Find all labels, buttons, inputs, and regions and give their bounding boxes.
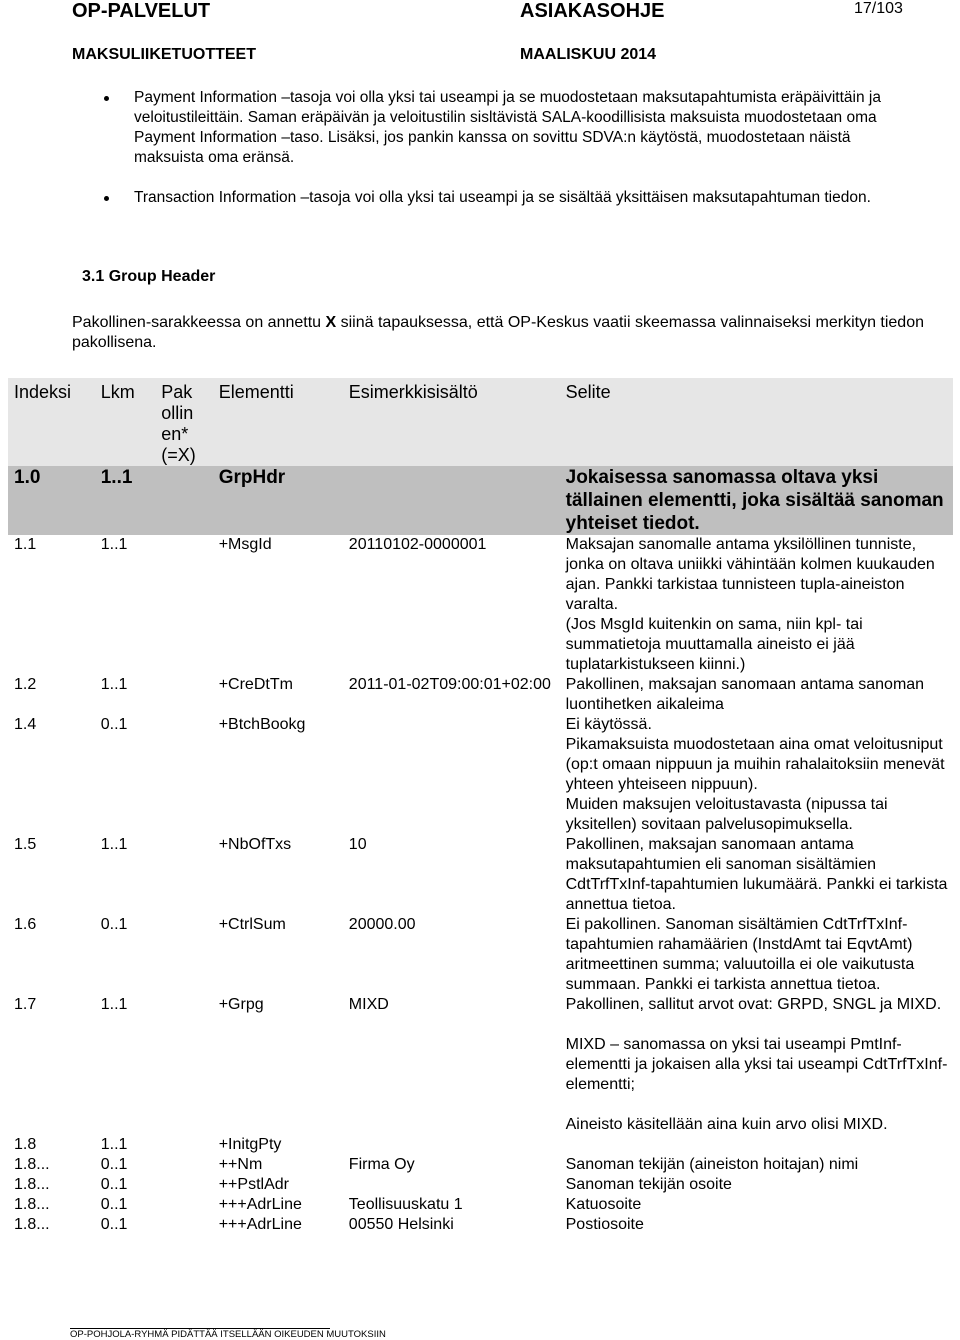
cell-example: 00550 Helsinki xyxy=(348,1216,454,1233)
cell-index: 1.5 xyxy=(14,836,37,853)
cell-mandatory xyxy=(155,1215,212,1235)
cell-count: 1..1 xyxy=(100,676,128,693)
cell-count: 1..1 xyxy=(95,466,156,535)
cell-element: GrpHdr xyxy=(213,466,343,535)
bullet-icon xyxy=(104,196,109,201)
table-row xyxy=(8,835,953,915)
cell-count: 0..1 xyxy=(100,916,128,933)
cell-description: Katuosoite xyxy=(565,1196,642,1213)
cell-element: +InitgPty xyxy=(218,1136,282,1153)
cell-count: 1..1 xyxy=(100,836,128,853)
cell-mandatory xyxy=(155,1135,212,1155)
bullet-text: Transaction Information –tasoja voi olla yksi tai useampi ja se sisältää yksittäisen maksutapahtuman tiedon. xyxy=(134,189,871,206)
cell-mandatory xyxy=(155,466,212,535)
cell-index: 1.8 xyxy=(14,1136,37,1153)
bullet-list xyxy=(0,88,960,228)
cell-example xyxy=(343,1135,560,1155)
cell-description xyxy=(560,1135,953,1155)
cell-count: 0..1 xyxy=(100,1216,128,1233)
cell-example xyxy=(343,1175,560,1195)
table-row xyxy=(8,675,953,715)
cell-index: 1.7 xyxy=(14,996,37,1013)
cell-mandatory xyxy=(155,835,212,915)
cell-mandatory xyxy=(155,1195,212,1215)
group-header-table xyxy=(8,378,953,1235)
cell-element: +Grpg xyxy=(218,996,264,1013)
list-item xyxy=(0,88,914,168)
cell-index: 1.4 xyxy=(14,716,37,733)
cell-description xyxy=(560,535,953,675)
cell-element: +CreDtTm xyxy=(218,676,293,693)
cell-count: 1..1 xyxy=(100,996,128,1013)
description-line: Muiden maksujen veloitustavasta (nipussa tai yksitellen) sovitaan palvelusopimuksella. xyxy=(565,796,888,833)
header-right-title: ASIAKASOHJE xyxy=(520,0,665,22)
cell-count: 0..1 xyxy=(100,1196,128,1213)
description-line: Pikamaksuista muodostetaan aina omat veloitusniput (op:t omaan nippuun ja muihin rahalaitoksiin menevät yhteen yhteiseen nippuun). xyxy=(565,736,945,793)
cell-description: Postiosoite xyxy=(565,1216,644,1233)
cell-example: 10 xyxy=(348,836,367,853)
column-header-count: Lkm xyxy=(95,378,156,466)
cell-example: MIXD xyxy=(348,996,389,1013)
description-line: Pakollinen, sallitut arvot ovat: GRPD, SNGL ja MIXD. xyxy=(565,996,942,1013)
cell-example: Teollisuuskatu 1 xyxy=(348,1196,463,1213)
cell-mandatory xyxy=(155,535,212,675)
table-row xyxy=(8,715,953,835)
table-row xyxy=(8,535,953,675)
cell-mandatory xyxy=(155,715,212,835)
section-title: 3.1 Group Header xyxy=(82,268,216,285)
page-number: 17/103 xyxy=(854,0,903,17)
description-line: Aineisto käsitellään aina kuin arvo olisi MIXD. xyxy=(565,1116,888,1133)
cell-index: 1.8... xyxy=(14,1196,50,1213)
cell-count: 1..1 xyxy=(100,1136,128,1153)
cell-example xyxy=(343,715,560,835)
description-line: Ei käytössä. xyxy=(565,716,652,733)
cell-mandatory xyxy=(155,675,212,715)
cell-count: 0..1 xyxy=(100,1156,128,1173)
cell-count: 0..1 xyxy=(100,1176,128,1193)
cell-example: 20000.00 xyxy=(348,916,416,933)
column-header-description: Selite xyxy=(560,378,953,466)
cell-description: Sanoman tekijän (aineiston hoitajan) nimi xyxy=(565,1156,859,1173)
bullet-text: Payment Information –tasoja voi olla yksi tai useampi ja se muodostetaan maksutapahtumista eräpäivittäin ja veloitustileittäin. Saman eräpäivän ja veloitustilin sisltävistä SALA-koodillisista maksuista muodostetaan oma Payment Information –taso. Lisäksi, jos pankin kanssa on sovittu SDVA:n käytöstä, muodostetaan näistä maksuista oma eränsä. xyxy=(134,89,881,166)
header-right-subtitle: MAALISKUU 2014 xyxy=(520,46,657,63)
column-header-example: Esimerkkisisältö xyxy=(343,378,560,466)
cell-count: 1..1 xyxy=(100,536,128,553)
intro-mark: X xyxy=(325,314,337,331)
cell-element: +++AdrLine xyxy=(218,1216,302,1233)
table-header-row xyxy=(8,378,953,466)
cell-description: Ei pakollinen. Sanoman sisältämien CdtTrfTxInf-tapahtumien rahamäärien (InstdAmt tai EqvtAmt) aritmeettinen summa; valuutoilla ei ole vaikutusta summaan. Pankki ei tarkista annettua tietoa. xyxy=(565,916,915,993)
cell-count: 0..1 xyxy=(100,716,128,733)
table-row xyxy=(8,1215,953,1235)
column-header-index: Indeksi xyxy=(8,378,95,466)
cell-index: 1.6 xyxy=(14,916,37,933)
spacer xyxy=(566,1095,949,1115)
column-header-mandatory: Pak ollin en* (=X) xyxy=(155,378,212,466)
cell-element: +++AdrLine xyxy=(218,1196,302,1213)
intro-text: Pakollinen-sarakkeessa on annettu xyxy=(72,314,326,331)
table-row xyxy=(8,1195,953,1215)
cell-mandatory xyxy=(155,995,212,1135)
description-line: Maksajan sanomalle antama yksilöllinen tunniste, jonka on oltava uniikki vähintään kolmen kuukauden ajan. Pankki tarkistaa tunnisteen tupla-aineiston varalta. xyxy=(565,536,935,613)
cell-index: 1.2 xyxy=(14,676,37,693)
cell-mandatory xyxy=(155,1155,212,1175)
bullet-icon xyxy=(104,96,109,101)
list-item xyxy=(0,188,914,208)
cell-example: 20110102-0000001 xyxy=(348,536,487,553)
cell-element: +NbOfTxs xyxy=(218,836,292,853)
cell-mandatory xyxy=(155,915,212,995)
cell-index: 1.1 xyxy=(14,536,37,553)
column-header-element: Elementti xyxy=(213,378,343,466)
cell-description: Sanoman tekijän osoite xyxy=(565,1176,732,1193)
cell-example xyxy=(343,466,560,535)
cell-description: Jokaisessa sanomassa oltava yksi tällainen elementti, joka sisältää sanoman yhteiset tiedot. xyxy=(560,466,953,535)
cell-element: ++Nm xyxy=(218,1156,263,1173)
intro-text: siinä tapauksessa, että OP-Keskus vaatii skeemassa valinnaiseksi merkityn tiedon pakollisena. xyxy=(72,314,924,351)
cell-index: 1.8... xyxy=(14,1156,50,1173)
cell-element: +CtrlSum xyxy=(218,916,286,933)
table-row xyxy=(8,466,953,535)
cell-index: 1.0 xyxy=(8,466,95,535)
cell-mandatory xyxy=(155,1175,212,1195)
cell-index: 1.8... xyxy=(14,1216,50,1233)
cell-element: +BtchBookg xyxy=(218,716,306,733)
cell-element: ++PstlAdr xyxy=(218,1176,289,1193)
description-line: (Jos MsgId kuitenkin on sama, niin kpl- tai summatietoja muuttamalla aineisto ei jää tuplatarkistukseen kiinni.) xyxy=(565,616,863,673)
header-left-subtitle: MAKSULIIKETUOTTEET xyxy=(72,46,256,63)
footer-text: OP-POHJOLA-RYHMÄ PIDÄTTÄÄ ITSELLÄÄN OIKEUDEN MUUTOKSIIN xyxy=(70,1329,386,1340)
intro-paragraph xyxy=(72,313,932,353)
cell-index: 1.8... xyxy=(14,1176,50,1193)
cell-element: +MsgId xyxy=(218,536,272,553)
table-row xyxy=(8,1135,953,1155)
cell-example: Firma Oy xyxy=(348,1156,415,1173)
cell-description: Pakollinen, maksajan sanomaan antama maksutapahtumien eli sanoman sisältämien CdtTrfTxInf-tapahtumien lukumäärä. Pankki ei tarkista annettua tietoa. xyxy=(565,836,948,913)
cell-description: Pakollinen, maksajan sanomaan antama sanoman luontihetken aikaleima xyxy=(565,676,925,713)
cell-description xyxy=(560,715,953,835)
table-row xyxy=(8,1155,953,1175)
table-row xyxy=(8,995,953,1135)
table-row xyxy=(8,1175,953,1195)
spacer xyxy=(566,1015,949,1035)
header-left-title: OP-PALVELUT xyxy=(72,0,211,22)
table-row xyxy=(8,915,953,995)
description-line: MIXD – sanomassa on yksi tai useampi PmtInf-elementti ja jokaisen alla yksi tai useampi CdtTrfTxInf-elementti; xyxy=(565,1036,948,1093)
cell-example: 2011-01-02T09:00:01+02:00 xyxy=(348,676,551,693)
cell-description xyxy=(560,995,953,1135)
